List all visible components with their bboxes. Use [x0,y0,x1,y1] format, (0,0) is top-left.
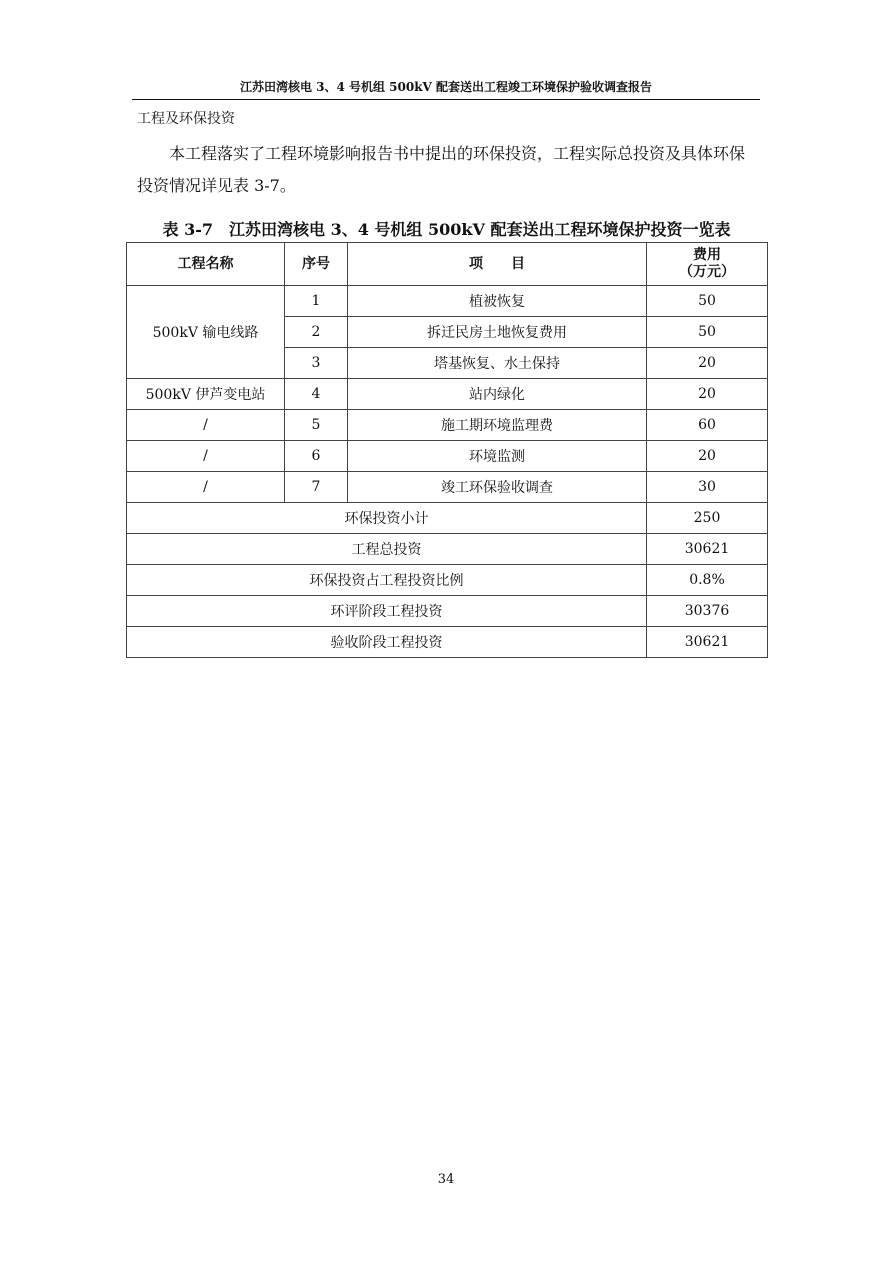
row-item: 拆迁民房土地恢复费用 [348,317,647,348]
row-item: 竣工环保验收调查 [348,472,647,503]
investment-table [126,242,768,658]
row-cost: 50 [647,286,768,317]
row-project-name: 500kV 伊芦变电站 [127,379,285,410]
row-cost: 50 [647,317,768,348]
table-caption: 表 3-7 江苏田湾核电 3、4 号机组 500kV 配套送出工程环境保护投资一览表 [162,220,731,239]
row-seq: 1 [285,286,348,317]
row-item: 塔基恢复、水土保持 [348,348,647,379]
row-project-name: / [127,441,285,472]
row-seq: 7 [285,472,348,503]
summary-value: 30621 [647,627,768,658]
summary-value: 30376 [647,596,768,627]
summary-value: 250 [647,503,768,534]
table-header-row [127,243,768,286]
row-seq: 2 [285,317,348,348]
summary-label: 环评阶段工程投资 [127,596,647,627]
intro-paragraph: 本工程落实了工程环境影响报告书中提出的环保投资，工程实际总投资及具体环保投资情况详见表 3-7。 [137,144,746,195]
section-label: 工程及环保投资 [137,111,235,127]
summary-row [127,627,768,658]
row-cost: 60 [647,410,768,441]
table-row [127,410,768,441]
summary-row [127,565,768,596]
row-cost: 20 [647,348,768,379]
row-cost: 30 [647,472,768,503]
header-cost-unit: （万元） [679,264,735,280]
table-row [127,441,768,472]
row-project-name: 500kV 输电线路 [127,286,285,379]
row-seq: 4 [285,379,348,410]
row-item: 施工期环境监理费 [348,410,647,441]
header-item: 项 目 [348,243,647,286]
row-cost: 20 [647,441,768,472]
summary-row [127,503,768,534]
summary-value: 30621 [647,534,768,565]
header-divider [132,99,760,100]
summary-value: 0.8% [647,565,768,596]
summary-label: 验收阶段工程投资 [127,627,647,658]
table-row [127,472,768,503]
summary-label: 环保投资占工程投资比例 [127,565,647,596]
summary-row [127,596,768,627]
row-project-name: / [127,410,285,441]
header-project-name: 工程名称 [127,243,285,286]
row-item: 植被恢复 [348,286,647,317]
header-seq: 序号 [285,243,348,286]
row-seq: 5 [285,410,348,441]
page-number: 34 [437,1172,455,1187]
header-cost-label: 费用 [693,247,721,263]
report-header-title: 江苏田湾核电 3、4 号机组 500kV 配套送出工程竣工环境保护验收调查报告 [239,80,653,94]
row-cost: 20 [647,379,768,410]
row-item: 站内绿化 [348,379,647,410]
summary-label: 环保投资小计 [127,503,647,534]
header-cost [647,243,768,286]
row-seq: 3 [285,348,348,379]
table-row [127,379,768,410]
summary-label: 工程总投资 [127,534,647,565]
table-row [127,286,768,317]
summary-row [127,534,768,565]
row-item: 环境监测 [348,441,647,472]
row-seq: 6 [285,441,348,472]
row-project-name: / [127,472,285,503]
